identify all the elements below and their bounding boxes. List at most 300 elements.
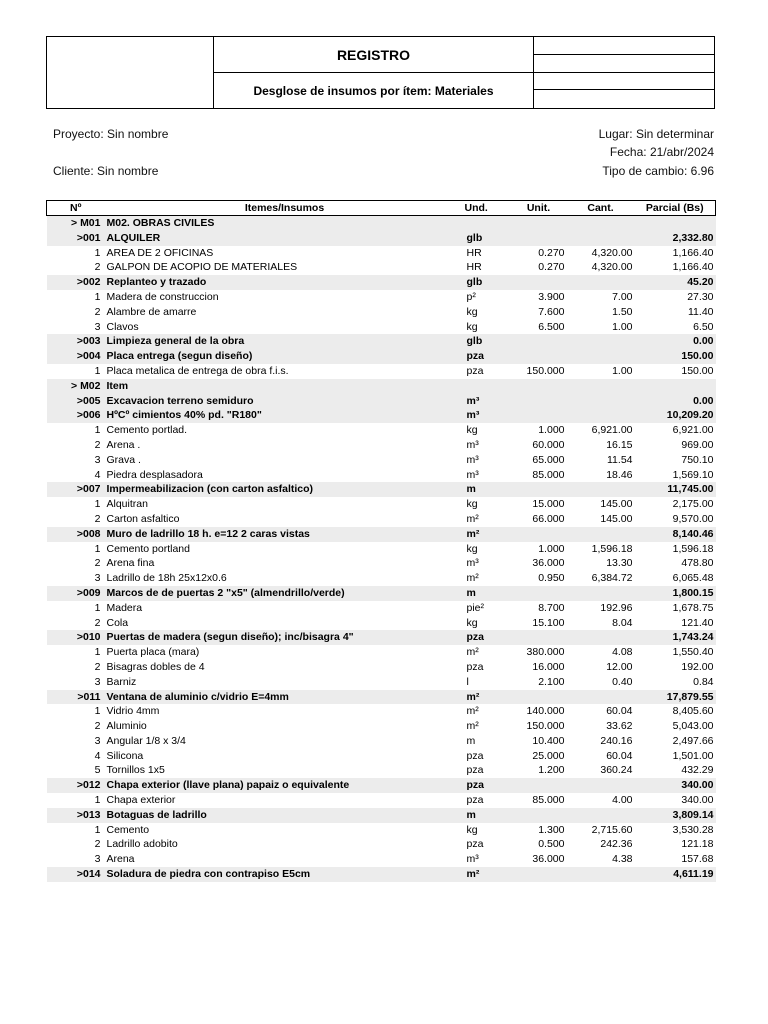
cell-unit-price: 15.100 xyxy=(532,616,565,629)
cell-item: Bisagras dobles de 4 xyxy=(106,660,205,673)
cell-quantity xyxy=(567,349,635,364)
cell-quantity xyxy=(567,527,635,542)
cell-partial: 2,497.66 xyxy=(672,734,714,747)
cell-quantity: 60.04 xyxy=(606,705,633,718)
cell-quantity xyxy=(567,408,635,423)
cell-no: 1 xyxy=(94,542,101,555)
cell-no: 1 xyxy=(94,646,101,659)
cell-no: 1 xyxy=(94,601,101,614)
cell-item: Ventana de aluminio c/vidrio E=4mm xyxy=(105,690,465,705)
cell-quantity: 2,715.60 xyxy=(591,823,633,836)
table-group-row xyxy=(47,216,716,231)
cell-no: 2 xyxy=(94,261,101,274)
cell-unit-measure: kg xyxy=(466,305,478,318)
cell-partial: 340.00 xyxy=(635,778,716,793)
cell-partial: 3,809.14 xyxy=(635,808,716,823)
cell-quantity xyxy=(567,867,635,882)
project-label: Proyecto: Sin nombre xyxy=(53,127,169,141)
cell-partial: 17,879.55 xyxy=(635,690,716,705)
cell-item: Replanteo y trazado xyxy=(105,275,465,290)
cell-partial: 1,166.40 xyxy=(672,246,714,259)
cell-unit-price: 0.270 xyxy=(538,261,565,274)
cell-partial: 11.40 xyxy=(688,305,714,318)
cell-item: Chapa exterior (llave plana) papaiz o equivalente xyxy=(105,778,465,793)
cell-quantity xyxy=(567,334,635,349)
table-row xyxy=(47,246,716,261)
cell-partial: 0.00 xyxy=(635,334,716,349)
table-row xyxy=(47,468,716,483)
cell-no: 2 xyxy=(94,557,101,570)
cell-quantity: 240.16 xyxy=(600,734,633,747)
report-header xyxy=(46,36,715,109)
cell-partial: 432.29 xyxy=(681,764,714,777)
cell-item: Soladura de piedra con contrapiso E5cm xyxy=(105,867,465,882)
table-row xyxy=(47,438,716,453)
cell-partial: 0.00 xyxy=(635,394,716,409)
cell-no: 2 xyxy=(94,720,101,733)
cell-unit-price: 0.950 xyxy=(538,572,565,585)
cell-quantity xyxy=(567,586,635,601)
cell-item: GALPON DE ACOPIO DE MATERIALES xyxy=(106,261,298,274)
cell-partial: 45.20 xyxy=(635,275,716,290)
cell-unit-measure: pza xyxy=(466,838,484,851)
cell-unit-measure: l xyxy=(466,675,469,688)
cell-partial: 3,530.28 xyxy=(672,823,714,836)
cell-unit-measure: kg xyxy=(466,320,478,333)
report-subtitle: Desglose de insumos por ítem: Materiales xyxy=(214,73,534,108)
cell-quantity: 11.54 xyxy=(607,453,633,466)
cell-unit-measure: HR xyxy=(466,261,482,274)
header-info-cell xyxy=(534,90,714,108)
cell-quantity xyxy=(567,778,635,793)
cell-item: Cemento portlad. xyxy=(106,424,188,437)
cell-partial: 2,175.00 xyxy=(672,498,714,511)
cell-partial: 1,501.00 xyxy=(672,749,714,762)
cell-partial: 1,800.15 xyxy=(635,586,716,601)
cell-item: Limpieza general de la obra xyxy=(105,334,465,349)
cell-no: 1 xyxy=(94,424,101,437)
table-row xyxy=(47,704,716,719)
cell-unit-price: 140.000 xyxy=(526,705,565,718)
cell-partial: 1,166.40 xyxy=(672,261,714,274)
table-group-row xyxy=(47,334,716,349)
table-group-row xyxy=(47,231,716,246)
table-row xyxy=(47,453,716,468)
table-group-row xyxy=(47,349,716,364)
cell-item: Muro de ladrillo 18 h. e=12 2 caras vistas xyxy=(105,527,465,542)
cell-partial: 8,140.46 xyxy=(635,527,716,542)
cell-quantity: 1.50 xyxy=(612,305,633,318)
cell-quantity: 6,921.00 xyxy=(591,424,633,437)
cell-unit-price: 15.000 xyxy=(532,498,565,511)
table-row xyxy=(47,423,716,438)
table-row xyxy=(47,320,716,335)
table-row xyxy=(47,601,716,616)
cell-no: >013 xyxy=(47,808,105,823)
cell-item: Puerta placa (mara) xyxy=(106,646,200,659)
table-group-row xyxy=(47,408,716,423)
cell-unit-measure: m³ xyxy=(465,394,511,409)
column-header-quantity: Cant. xyxy=(567,201,635,216)
cell-no: >014 xyxy=(47,867,105,882)
cell-item: Ladrillo de 18h 25x12x0.6 xyxy=(106,572,227,585)
cell-unit-price: 0.500 xyxy=(538,838,565,851)
cell-unit-measure: glb xyxy=(465,334,511,349)
cell-no: 1 xyxy=(94,794,101,807)
place-label: Lugar: Sin determinar xyxy=(598,127,714,141)
cell-no: 2 xyxy=(94,512,101,525)
cell-no: 1 xyxy=(94,705,101,718)
cell-partial: 6,921.00 xyxy=(672,424,714,437)
cell-item: Item xyxy=(105,379,465,394)
cell-unit-price: 1.000 xyxy=(538,424,565,437)
cell-item: Cola xyxy=(106,616,129,629)
table-group-row xyxy=(47,630,716,645)
cell-partial: 1,596.18 xyxy=(672,542,714,555)
cell-item: Cemento xyxy=(106,823,150,836)
cell-no: 2 xyxy=(94,438,101,451)
cell-unit-price: 36.000 xyxy=(532,557,565,570)
cell-no: 2 xyxy=(94,838,101,851)
cell-item: Madera xyxy=(106,601,143,614)
cell-unit-price xyxy=(511,527,567,542)
column-header-no: Nº xyxy=(47,201,105,216)
cell-quantity xyxy=(567,379,635,394)
table-group-row xyxy=(47,482,716,497)
cell-no: >010 xyxy=(47,630,105,645)
cell-no: >008 xyxy=(47,527,105,542)
cell-unit-measure: m xyxy=(465,482,511,497)
cell-item: Piedra desplasadora xyxy=(106,468,203,481)
cell-unit-measure: m³ xyxy=(465,408,511,423)
cell-unit-measure: pza xyxy=(465,630,511,645)
cell-unit-price: 60.000 xyxy=(532,438,565,451)
cell-unit-measure: m³ xyxy=(466,438,479,451)
column-header-item: Itemes/Insumos xyxy=(105,201,465,216)
cell-partial: 750.10 xyxy=(681,453,714,466)
cell-unit-price xyxy=(511,334,567,349)
cell-quantity: 4,320.00 xyxy=(591,261,633,274)
header-info-cell xyxy=(534,37,714,55)
cell-item: ALQUILER xyxy=(105,231,465,246)
cell-unit-price xyxy=(511,808,567,823)
cell-no: >006 xyxy=(47,408,105,423)
cell-partial: 192.00 xyxy=(681,660,714,673)
cell-unit-price: 0.270 xyxy=(538,246,565,259)
cell-quantity: 4.08 xyxy=(612,646,633,659)
cell-no: >002 xyxy=(47,275,105,290)
cell-item: Marcos de de puertas 2 "x5" (almendrillo/verde) xyxy=(105,586,465,601)
cell-no: 1 xyxy=(94,246,101,259)
table-row xyxy=(47,823,716,838)
cell-quantity: 12.00 xyxy=(606,660,633,673)
cell-quantity: 33.62 xyxy=(606,720,633,733)
cell-unit-measure: pza xyxy=(465,349,511,364)
cell-item: Madera de construccion xyxy=(106,290,219,303)
cell-item: Arena . xyxy=(106,438,141,451)
cell-item: Aluminio xyxy=(106,720,147,733)
table-body xyxy=(47,216,716,882)
cell-unit-price: 16.000 xyxy=(532,660,565,673)
cell-unit-measure: pza xyxy=(466,660,484,673)
cell-unit-measure: m³ xyxy=(466,557,479,570)
cell-no: 1 xyxy=(94,364,101,377)
cell-unit-price: 1.000 xyxy=(538,542,565,555)
cell-unit-price: 10.400 xyxy=(532,734,565,747)
cell-quantity: 8.04 xyxy=(612,616,633,629)
cell-unit-measure: m² xyxy=(465,527,511,542)
table-group-row xyxy=(47,586,716,601)
cell-item: AREA DE 2 OFICINAS xyxy=(106,246,214,259)
cell-item: Impermeabilizacion (con carton asfaltico) xyxy=(105,482,465,497)
cell-quantity: 1,596.18 xyxy=(591,542,633,555)
cell-unit-measure: m² xyxy=(466,705,479,718)
cell-quantity: 1.00 xyxy=(612,320,633,333)
cell-partial: 1,678.75 xyxy=(672,601,714,614)
cell-no: >001 xyxy=(47,231,105,246)
cell-item: Excavacion terreno semiduro xyxy=(105,394,465,409)
cell-no: 1 xyxy=(94,498,101,511)
exchange-rate-label: Tipo de cambio: 6.96 xyxy=(602,164,714,178)
cell-unit-measure xyxy=(465,379,511,394)
cell-unit-measure: p² xyxy=(466,290,476,303)
table-header-row xyxy=(47,201,716,216)
cell-unit-price: 3.900 xyxy=(538,290,565,303)
cell-item: Silicona xyxy=(106,749,144,762)
header-info-cell xyxy=(534,55,714,73)
cell-quantity xyxy=(567,275,635,290)
cell-unit-price xyxy=(511,216,567,231)
table-row xyxy=(47,675,716,690)
cell-unit-price xyxy=(511,867,567,882)
table-row xyxy=(47,852,716,867)
column-header-unit-price: Unit. xyxy=(511,201,567,216)
cell-partial: 1,743.24 xyxy=(635,630,716,645)
cell-no: > M01 xyxy=(47,216,105,231)
cell-partial: 121.18 xyxy=(681,838,714,851)
cell-unit-price: 380.000 xyxy=(526,646,565,659)
cell-item: Cemento portland xyxy=(106,542,190,555)
cell-no: 3 xyxy=(94,320,101,333)
cell-partial: 0.84 xyxy=(693,675,714,688)
cell-no: >011 xyxy=(47,690,105,705)
header-info-cells xyxy=(534,37,714,108)
cell-item: Clavos xyxy=(106,320,139,333)
cell-partial: 4,611.19 xyxy=(635,867,716,882)
cell-no: 1 xyxy=(94,823,101,836)
cell-no: >009 xyxy=(47,586,105,601)
table-row xyxy=(47,364,716,379)
cell-quantity xyxy=(567,630,635,645)
cell-partial: 6,065.48 xyxy=(672,572,714,585)
table-group-row xyxy=(47,808,716,823)
cell-unit-price xyxy=(511,482,567,497)
cell-no: 3 xyxy=(94,675,101,688)
cell-unit-measure: glb xyxy=(465,275,511,290)
materials-table xyxy=(46,200,716,882)
cell-unit-measure xyxy=(465,216,511,231)
cell-quantity: 145.00 xyxy=(600,512,633,525)
table-group-row xyxy=(47,275,716,290)
cell-unit-measure: pza xyxy=(466,749,484,762)
table-row xyxy=(47,719,716,734)
cell-unit-price xyxy=(511,630,567,645)
table-row xyxy=(47,542,716,557)
cell-item: Chapa exterior xyxy=(106,794,176,807)
cell-quantity xyxy=(567,808,635,823)
cell-item: Arena fina xyxy=(106,557,155,570)
cell-quantity: 7.00 xyxy=(612,290,633,303)
cell-unit-measure: m² xyxy=(466,720,479,733)
cell-item: Placa entrega (segun diseño) xyxy=(105,349,465,364)
cell-no: 3 xyxy=(94,853,101,866)
table-row xyxy=(47,305,716,320)
cell-unit-measure: pza xyxy=(466,794,484,807)
table-row xyxy=(47,749,716,764)
cell-quantity xyxy=(567,216,635,231)
cell-quantity: 0.40 xyxy=(612,675,633,688)
header-info-cell xyxy=(534,73,714,91)
table-row xyxy=(47,616,716,631)
cell-unit-price: 85.000 xyxy=(532,468,565,481)
cell-quantity xyxy=(567,231,635,246)
cell-item: Alquitran xyxy=(106,498,148,511)
cell-no: >007 xyxy=(47,482,105,497)
cell-unit-price: 36.000 xyxy=(532,853,565,866)
cell-unit-measure: m³ xyxy=(466,453,479,466)
cell-item: Ladrillo adobito xyxy=(106,838,178,851)
cell-unit-price: 7.600 xyxy=(538,305,565,318)
cell-unit-measure: kg xyxy=(466,542,478,555)
cell-unit-price: 150.000 xyxy=(526,364,565,377)
cell-partial: 478.80 xyxy=(681,557,714,570)
cell-no: 5 xyxy=(94,764,101,777)
cell-no: >004 xyxy=(47,349,105,364)
cell-no: >012 xyxy=(47,778,105,793)
table-row xyxy=(47,290,716,305)
cell-item: Puertas de madera (segun diseño); inc/bisagra 4" xyxy=(105,630,465,645)
cell-partial: 157.68 xyxy=(681,853,714,866)
cell-partial: 6.50 xyxy=(693,320,714,333)
cell-unit-measure: m² xyxy=(465,867,511,882)
cell-unit-measure: pza xyxy=(465,778,511,793)
cell-quantity: 60.04 xyxy=(606,749,633,762)
cell-no: > M02 xyxy=(47,379,105,394)
cell-item: Carton asfaltico xyxy=(106,512,180,525)
logo-cell xyxy=(47,37,214,108)
table-group-row xyxy=(47,778,716,793)
cell-unit-price xyxy=(511,349,567,364)
cell-unit-price xyxy=(511,275,567,290)
table-row xyxy=(47,512,716,527)
cell-quantity: 4.00 xyxy=(612,794,633,807)
table-group-row xyxy=(47,867,716,882)
cell-partial: 1,569.10 xyxy=(672,468,714,481)
cell-unit-price xyxy=(511,379,567,394)
cell-no: >003 xyxy=(47,334,105,349)
cell-unit-price xyxy=(511,778,567,793)
cell-unit-price xyxy=(511,408,567,423)
cell-item: M02. OBRAS CIVILES xyxy=(105,216,465,231)
cell-item: HºCº cimientos 40% pd. "R180" xyxy=(105,408,465,423)
cell-unit-measure: kg xyxy=(466,823,478,836)
cell-no: 4 xyxy=(94,468,101,481)
cell-partial: 150.00 xyxy=(635,349,716,364)
cell-quantity xyxy=(567,482,635,497)
cell-unit-price xyxy=(511,231,567,246)
table-row xyxy=(47,497,716,512)
cell-partial: 10,209.20 xyxy=(635,408,716,423)
date-label: Fecha: 21/abr/2024 xyxy=(609,145,714,159)
table-row xyxy=(47,571,716,586)
column-header-partial: Parcial (Bs) xyxy=(635,201,716,216)
cell-partial: 340.00 xyxy=(681,794,714,807)
cell-unit-price: 66.000 xyxy=(532,512,565,525)
cell-partial: 121.40 xyxy=(681,616,714,629)
cell-no: 1 xyxy=(94,290,101,303)
table-row xyxy=(47,660,716,675)
table-row xyxy=(47,734,716,749)
cell-no: 2 xyxy=(94,616,101,629)
cell-unit-measure: m² xyxy=(465,690,511,705)
table-row xyxy=(47,556,716,571)
cell-partial: 1,550.40 xyxy=(672,646,714,659)
cell-unit-measure: m² xyxy=(466,512,479,525)
cell-quantity xyxy=(567,690,635,705)
cell-partial xyxy=(635,216,716,231)
cell-unit-price xyxy=(511,690,567,705)
cell-unit-measure: m³ xyxy=(466,468,479,481)
cell-unit-measure: pza xyxy=(466,364,484,377)
cell-quantity: 192.96 xyxy=(600,601,633,614)
cell-quantity: 13.30 xyxy=(606,557,633,570)
cell-partial: 150.00 xyxy=(681,364,714,377)
table-row xyxy=(47,837,716,852)
cell-unit-measure: m xyxy=(466,734,476,747)
cell-unit-measure: HR xyxy=(466,246,482,259)
cell-no: 3 xyxy=(94,453,101,466)
cell-item: Barniz xyxy=(106,675,137,688)
report-title: REGISTRO xyxy=(214,37,534,73)
cell-no: 4 xyxy=(94,749,101,762)
cell-unit-price: 150.000 xyxy=(526,720,565,733)
cell-partial xyxy=(635,379,716,394)
cell-unit-price xyxy=(511,586,567,601)
cell-quantity: 242.36 xyxy=(600,838,633,851)
cell-unit-price: 1.200 xyxy=(538,764,565,777)
cell-quantity xyxy=(567,394,635,409)
table-row xyxy=(47,763,716,778)
cell-quantity: 18.46 xyxy=(606,468,633,481)
cell-unit-measure: pza xyxy=(466,764,484,777)
cell-item: Grava . xyxy=(106,453,141,466)
table-group-row xyxy=(47,690,716,705)
cell-partial: 8,405.60 xyxy=(672,705,714,718)
cell-partial: 2,332.80 xyxy=(635,231,716,246)
cell-item: Vidrio 4mm xyxy=(106,705,160,718)
cell-unit-price xyxy=(511,394,567,409)
table-row xyxy=(47,645,716,660)
cell-unit-measure: m² xyxy=(466,572,479,585)
table-group-row xyxy=(47,394,716,409)
cell-no: 2 xyxy=(94,305,101,318)
cell-unit-price: 8.700 xyxy=(538,601,565,614)
column-header-unit-measure: Und. xyxy=(465,201,511,216)
cell-quantity: 4,320.00 xyxy=(591,246,633,259)
cell-item: Tornillos 1x5 xyxy=(106,764,165,777)
cell-partial: 5,043.00 xyxy=(672,720,714,733)
table-row xyxy=(47,260,716,275)
